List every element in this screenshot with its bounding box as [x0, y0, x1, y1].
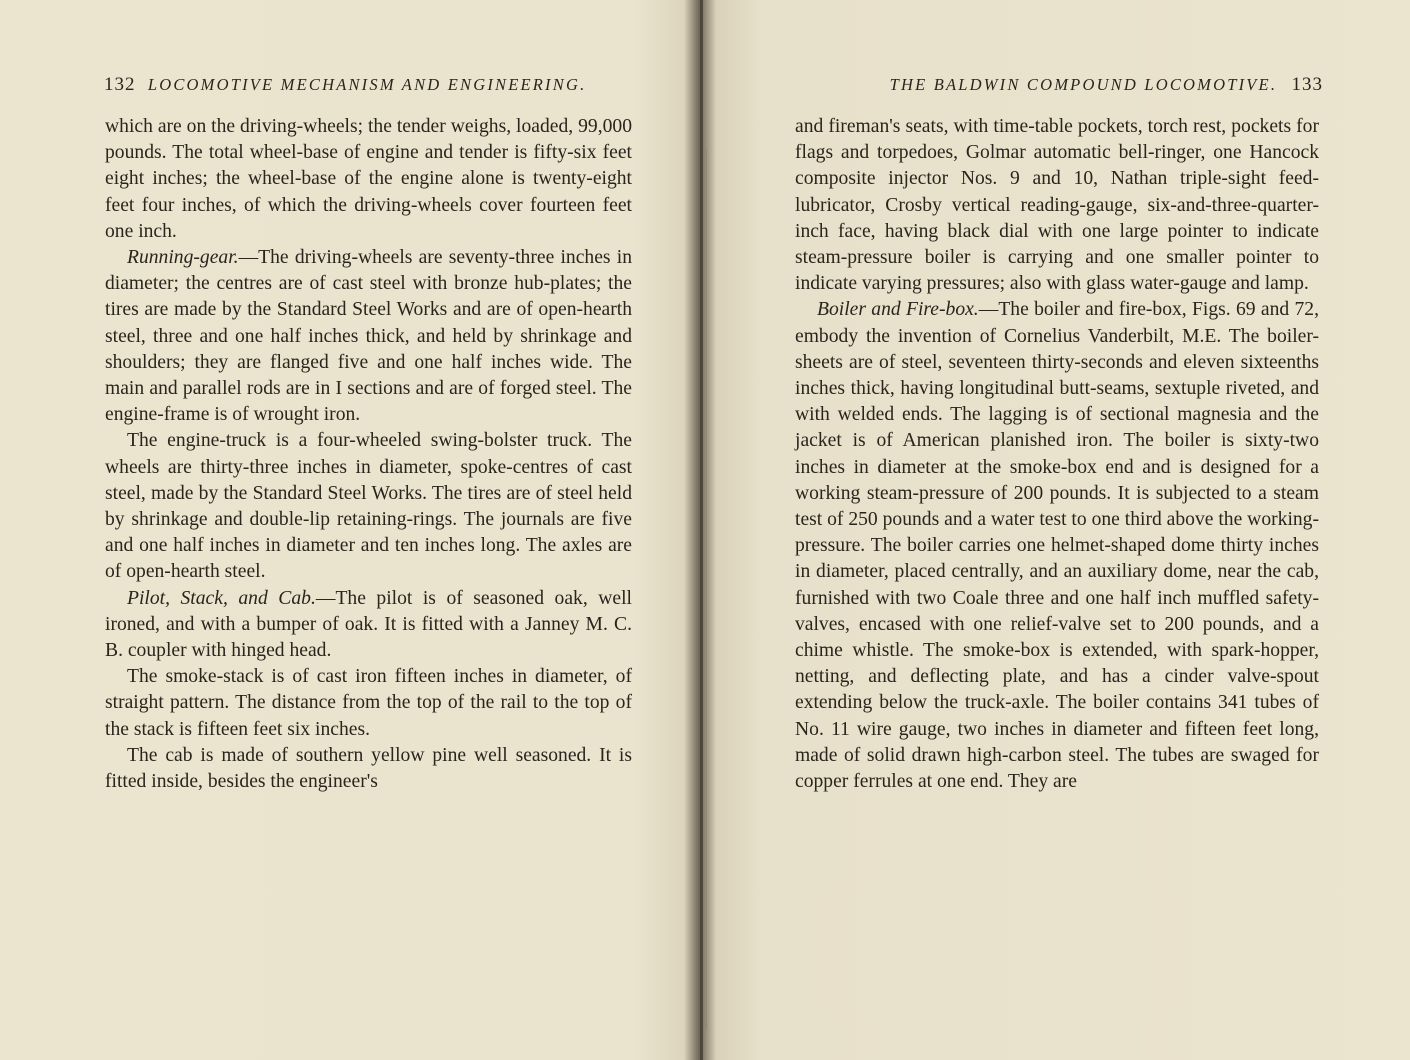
paragraph [105, 664, 632, 743]
paragraph-text: The cab is made of southern yellow pine well seasoned. It is fitted inside, besides the engineer's [105, 744, 632, 793]
right-running-head [843, 74, 1323, 96]
paragraph [105, 586, 632, 665]
right-body-text [795, 114, 1319, 795]
left-page [0, 0, 700, 1060]
left-page-number: 132 [104, 74, 136, 95]
paragraph-text: The smoke-stack is of cast iron fifteen inches in diameter, of straight pattern. The distance from the top of the rail to the top of the stack is fifteen feet six inches. [105, 666, 632, 740]
paragraph-text: —The boiler and fire-box, Figs. 69 and 72, embody the invention of Cornelius Vanderbilt, M.E. The boiler-sheets are of steel, seventeen thirty-seconds and eleven sixteenths inches thick, having longitudinal butt-seams, sextuple riveted, and with welded ends. The lagging is of sectional magnesia and the jacket is of American planished iron. The boiler is sixty-two inches in diameter at the smoke-box end and is designed for a working steam-pressure of 200 pounds. It is subjected to a steam test of 250 pounds and a water test to one third above the working-pressure. The boiler carries one helmet-shaped dome thirty inches in diameter, placed centrally, and an auxiliary dome, near the cab, furnished with two Coale three and one half inch muffled safety-valves, encased with one relief-valve set to 200 pounds, and a chime whistle. The smoke-box is extended, with spark-hopper, netting, and deflecting plate, and has a cinder valve-spout extending below the truck-axle. The boiler contains 341 tubes of No. 11 wire gauge, two inches in diameter and fifteen feet long, made of solid drawn high-carbon steel. The tubes are swaged for copper ferrules at one end. They are [795, 299, 1320, 793]
paragraph-text: —The pilot is of seasoned oak, well ironed, and with a bumper of oak. It is fitted with a Janney M. C. B. coupler with hinged head. [105, 587, 632, 662]
paragraph [105, 114, 632, 245]
gutter-fold [706, 150, 707, 1030]
paragraph [795, 297, 1319, 795]
right-page-number: 133 [1291, 74, 1323, 95]
left-running-title: LOCOMOTIVE MECHANISM AND ENGINEERING. [147, 75, 587, 94]
right-running-title: THE BALDWIN COMPOUND LOCOMOTIVE. [889, 75, 1278, 94]
paragraph-text: The engine-truck is a four-wheeled swing-bolster truck. The wheels are thirty-three inches in diameter, spoke-centres of cast steel, made by the Standard Steel Works. The tires are of steel held by shrinkage and double-lip retaining-rings. The journals are five and one half inches in diameter and ten inches long. The axles are of open-hearth steel. [105, 430, 632, 583]
paragraph [105, 743, 632, 795]
paragraph-text: and fireman's seats, with time-table pockets, torch rest, pockets for flags and torpedoes, Golmar automatic bell-ringer, one Hancock composite injector Nos. 9 and 10, Nathan triple-sight feed-lubricator, Crosby vertical reading-gauge, six-and-three-quarter-inch face, having black dial with one large pointer to indicate steam-pressure boiler is carrying and one smaller pointer to indicate varying pressures; also with glass water-gauge and lamp. [795, 116, 1319, 295]
section-heading: Pilot, Stack, and Cab. [127, 587, 316, 609]
right-page [710, 0, 1410, 1060]
paragraph [105, 428, 632, 585]
left-running-head [104, 74, 634, 96]
section-heading: Running-gear. [127, 247, 239, 269]
paragraph [795, 114, 1319, 297]
paragraph-text: —The driving-wheels are seventy-three inches in diameter; the centres are of cast steel with bronze hub-plates; the tires are made by the Standard Steel Works and are of open-hearth steel, three and one half inches thick, and held by shrinkage and shoulders; they are flanged five and one half inches wide. The main and parallel rods are in I sections and are of forged steel. The engine-frame is of wrought iron. [105, 247, 632, 426]
paragraph-text: which are on the driving-wheels; the tender weighs, loaded, 99,000 pounds. The total wheel-base of engine and tender is fifty-six feet eight inches; the wheel-base of the engine alone is twenty-eight feet four inches, of which the driving-wheels cover fourteen feet one inch. [105, 116, 632, 242]
gutter-shadow [700, 0, 703, 1060]
section-heading: Boiler and Fire-box. [817, 299, 979, 321]
paragraph [105, 245, 632, 428]
left-body-text [105, 114, 632, 795]
